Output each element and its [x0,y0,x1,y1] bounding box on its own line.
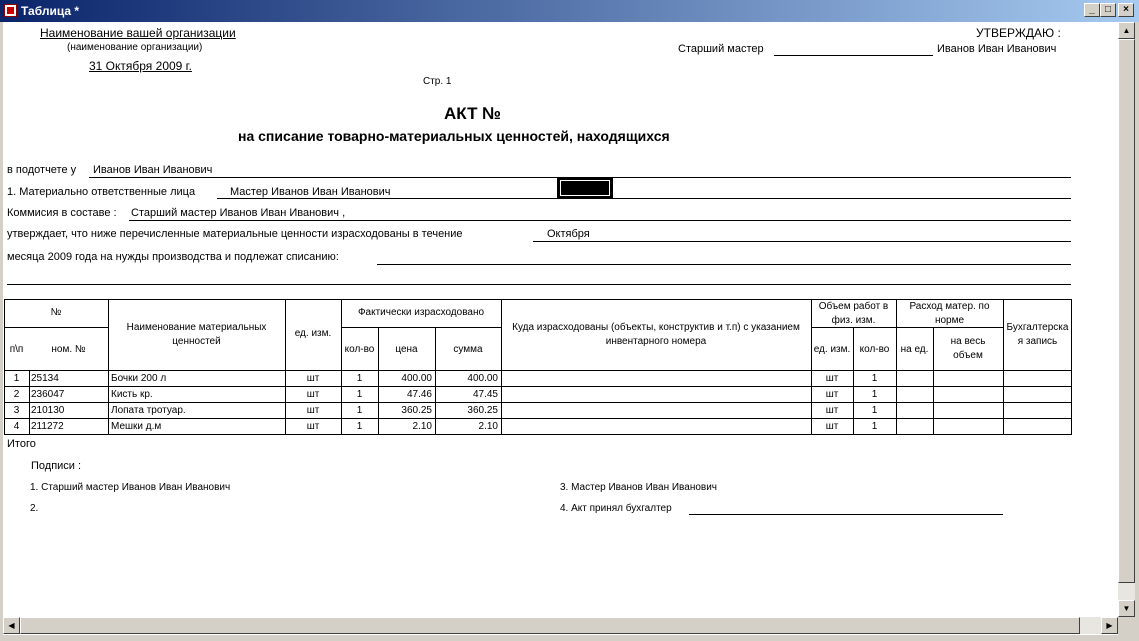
row-number: 2 [13,389,20,400]
approver-name: Иванов Иван Иванович [937,43,1057,55]
row-name: Лопата тротуар. [111,405,186,416]
commission-label: Коммисия в составе : [7,207,117,219]
row-name: Кисть кр. [111,389,153,400]
row-vqty: 1 [871,373,878,384]
signature-2: 2. [30,503,39,514]
vertical-scrollbar[interactable] [1118,22,1135,617]
horizontal-scrollbar[interactable] [3,617,1118,634]
signatures-label: Подписи : [31,460,82,472]
approver-role: Старший мастер [678,43,764,55]
col-vqty-header: кол-во [859,344,890,355]
col-name-header: Наименование материальных ценностей [126,322,267,347]
commission-value: Старший мастер Иванов Иван Иванович , [131,207,346,219]
row-sum: 47.45 [472,389,498,400]
page-number: Стр. 1 [423,76,452,87]
row-vunit: шт [825,421,839,432]
scroll-left-icon[interactable]: ◀ [3,617,20,634]
signature-1: 1. Старший мастер Иванов Иван Иванович [30,482,231,493]
col-no-header: № [50,307,62,318]
row-vqty: 1 [871,389,878,400]
act-title: АКТ № [444,104,502,123]
col-qty-header: кол-во [344,344,375,355]
row-qty: 1 [356,405,363,416]
col-where-header: Куда израсходованы (объекты, конструктив и т.п) с указанием инвентарного номера [512,322,800,347]
row-number: 1 [13,373,20,384]
row-sum: 360.25 [467,405,498,416]
col-pp-header: п\п [9,344,24,355]
row-price: 2.10 [412,421,432,432]
act-date: 31 Октября 2009 г. [89,59,192,73]
row-unit: шт [306,421,320,432]
cell-cursor[interactable] [557,177,613,199]
custody-label: в подотчете у [7,164,77,176]
row-sum: 2.10 [478,421,498,432]
scroll-up-icon[interactable]: ▲ [1118,22,1135,39]
close-button[interactable]: × [1118,3,1134,17]
row-unit: шт [306,389,320,400]
approver-signature-line [774,55,933,56]
col-norm-header: Расход матер. по норме [909,301,990,326]
blank-line [7,284,1071,285]
title-bar [0,0,1139,22]
col-total-header: на весь объем [950,336,986,361]
col-price-header: цена [395,344,418,355]
row-qty: 1 [356,421,363,432]
row-nom: 210130 [31,405,65,416]
col-sum-header: сумма [453,344,483,355]
row-unit: шт [306,405,320,416]
window-title: Таблица * [21,4,80,18]
org-name: Наименование вашей организации [40,26,236,40]
maximize-button[interactable]: □ [1100,3,1116,17]
row-nom: 236047 [31,389,65,400]
row-nom: 211272 [31,421,64,432]
app-icon[interactable] [4,4,17,17]
responsible-line [217,198,1071,199]
col-nom-header: ном. № [51,344,86,355]
vertical-scroll-thumb[interactable] [1118,39,1135,583]
month-line [377,264,1071,265]
row-name: Бочки 200 л [111,373,167,384]
row-number: 3 [13,405,20,416]
responsible-label: 1. Материально ответственные лица [7,186,196,198]
row-qty: 1 [356,373,363,384]
scroll-down-icon[interactable]: ▼ [1118,600,1135,617]
org-caption: (наименование организации) [67,42,203,53]
act-subtitle: на списание товарно-материальных ценностей, находящихся [238,128,670,144]
confirm-label: утверждает, что ниже перечисленные материальные ценности израсходованы в течение [7,228,463,240]
scroll-right-icon[interactable]: ▶ [1101,617,1118,634]
row-vunit: шт [825,373,839,384]
confirm-value: Октября [547,228,590,240]
signature-4: 4. Акт принял бухгалтер [560,503,672,514]
row-vunit: шт [825,389,839,400]
col-fact-header: Фактически израсходовано [357,307,485,318]
row-unit: шт [306,373,320,384]
row-sum: 400.00 [467,373,498,384]
col-volume-header: Объем работ в физ. изм. [818,301,889,326]
row-name: Мешки д.м [111,421,162,432]
col-per-unit-header: на ед. [900,344,929,355]
row-qty: 1 [356,389,363,400]
scroll-corner [1118,617,1135,634]
col-vunit-header: ед. изм. [813,344,851,355]
month-text: месяца 2009 года на нужды производства и подлежат списанию: [7,251,339,263]
total-label: Итого [7,438,36,450]
row-vqty: 1 [871,405,878,416]
row-vunit: шт [825,405,839,416]
custody-value: Иванов Иван Иванович [93,164,213,176]
col-accounting-header: Бухгалтерская запись [1006,322,1069,347]
row-nom: 25134 [31,373,59,384]
row-price: 400.00 [401,373,432,384]
row-price: 47.46 [406,389,432,400]
commission-line [129,220,1071,221]
accountant-signature-line [689,514,1003,515]
horizontal-scroll-thumb[interactable] [20,617,1080,634]
responsible-value: Мастер Иванов Иван Иванович [230,186,391,198]
row-vqty: 1 [871,421,878,432]
confirm-line [533,241,1071,242]
minimize-button[interactable]: _ [1084,3,1100,17]
col-unit-header: ед. изм. [294,328,332,339]
row-number: 4 [13,421,20,432]
document-page [3,22,1118,635]
row-price: 360.25 [401,405,432,416]
signature-3: 3. Мастер Иванов Иван Иванович [560,482,718,493]
approve-label: УТВЕРЖДАЮ : [976,26,1061,40]
